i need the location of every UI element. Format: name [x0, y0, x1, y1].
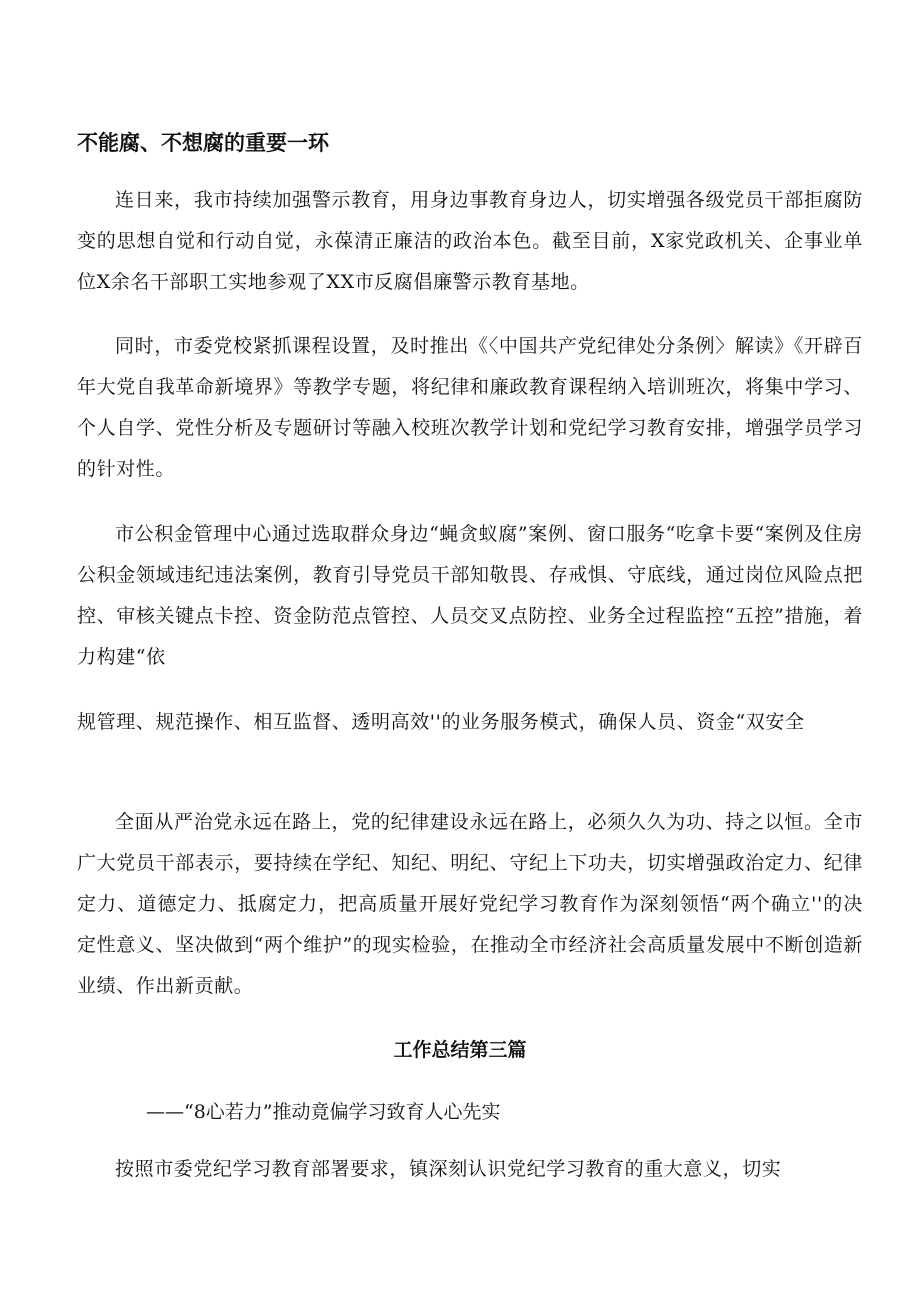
section-title: 工作总结第三篇 [393, 1039, 527, 1061]
paragraph-party-school: 同时，市委党校紧抓课程设置，及时推出《〈中国共产党纪律处分条例〉解读》《开辟百年大党自我革命新境界》等教学专题，将纪律和廉政教育课程纳入培训班次，将集中学习、个人自学、党性分析及专题研讨等融入校班次教学计划和党纪学习教育安排，增强学员学习的针对性。 [77, 335, 863, 480]
paragraph-housing-fund: 市公积金管理中心通过选取群众身边“蝇贪蚁腐”案例、窗口服务“吃拿卡要“案例及住房公积金领域违纪违法案例，教育引导党员干部知敬畏、存戒惧、守底线，通过岗位风险点把控、审核关键点卡控、资金防范点管控、人员交叉点防控、业务全过程监控“五控”措施，着力构建“依 [77, 523, 863, 668]
paragraph-housing-fund-continued: 规管理、规范操作、相互监督、透明高效''的业务服务模式，确保人员、资金“双安全 [77, 711, 805, 733]
section-subtitle: ——“8心若力”推动竟偏学习致育人心先实 [146, 1101, 501, 1123]
paragraph-conclusion: 全面从严治党永远在路上，党的纪律建设永远在路上，必须久久为功、持之以恒。全市广大党员干部表示，要持续在学纪、知纪、明纪、守纪上下功夫，切实增强政治定力、纪律定力、道德定力、抵腐定力，把高质量开展好党纪学习教育作为深刻领悟“两个确立''的决定性意义、坚决做到“两个维护”的现实检验，在推动全市经济社会高质量发展中不断创造新业绩、作出新贡献。 [77, 811, 863, 997]
paragraph-deployment: 按照市委党纪学习教育部署要求，镇深刻认识党纪学习教育的重大意义，切实 [115, 1158, 782, 1180]
paragraph-warning-education: 连日来，我市持续加强警示教育，用身边事教育身边人，切实增强各级党员干部拒腐防变的思想自觉和行动自觉，永葆清正廉洁的政治本色。截至目前，X家党政机关、企事业单位X余名干部职工实地参观了XX市反腐倡廉警示教育基地。 [77, 189, 863, 293]
section-heading: 不能腐、不想腐的重要一环 [77, 131, 329, 155]
